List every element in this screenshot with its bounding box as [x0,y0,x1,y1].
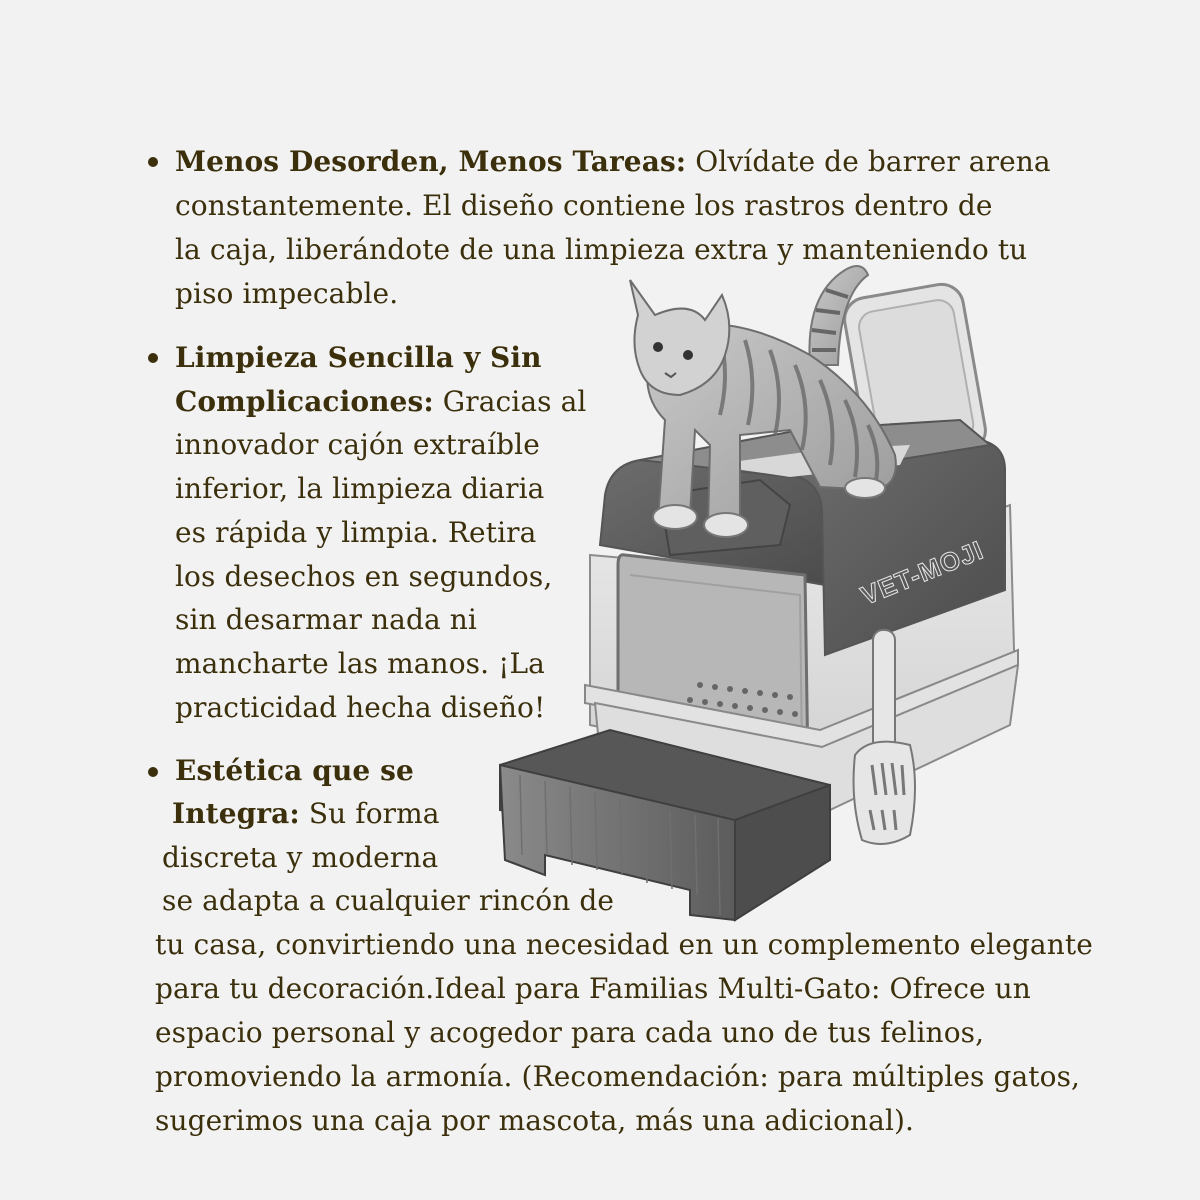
bullet-2-line-9: practicidad hecha diseño! [175,691,546,724]
bullet-3-line-6: para tu decoración.Ideal para Familias Multi-Gato: Ofrece un [155,972,1031,1005]
cat-litter-box-illustration [490,255,1030,925]
bullet-3-line-2: Integra: Su forma [172,797,440,830]
bullet-1-line-3: la caja, liberándote de una limpieza extra y manteniendo tu [175,233,1028,266]
bullet-1-line-1: Menos Desorden, Menos Tareas: Olvídate de barrer arena [175,145,1051,178]
bullet-dot [148,353,158,363]
bullet-2-line-7: sin desarmar nada ni [175,603,477,636]
bullet-3-line-4: se adapta a cualquier rincón de [162,884,615,917]
bullet-3-line-3: discreta y moderna [162,841,439,874]
bullet-2-line-4: inferior, la limpieza diaria [175,472,545,505]
bullet-3-line-9: sugerimos una caja por mascota, más una adicional). [155,1104,915,1137]
bullet-3-line-8: promoviendo la armonía. (Recomendación: para múltiples gatos, [155,1060,1081,1093]
bullet-2-line-2: Complicaciones: Gracias al [175,385,587,418]
bullet-2-line-8: mancharte las manos. ¡La [175,647,545,680]
bullet-dot [148,157,158,167]
bullet-3-line-7: espacio personal y acogedor para cada uno de tus felinos, [155,1016,985,1049]
bullet-1-line-2: constantemente. El diseño contiene los rastros dentro de [175,189,993,222]
bullet-2-line-5: es rápida y limpia. Retira [175,516,537,549]
bullet-2-line-3: innovador cajón extraíble [175,428,540,461]
brand-label: VET-MOJI [856,534,988,611]
bullet-3-title-line-1: Estética que se [175,754,414,787]
bullet-3-line-5: tu casa, convirtiendo una necesidad en un complemento elegante [155,928,1093,961]
bullet-dot [148,767,158,777]
bullet-1-title: Menos Desorden, Menos Tareas: [175,145,687,178]
bullet-2-line-6: los desechos en segundos, [175,560,553,593]
bullet-2-title-line-1: Limpieza Sencilla y Sin [175,341,542,374]
bullet-1-line-4: piso impecable. [175,277,399,310]
